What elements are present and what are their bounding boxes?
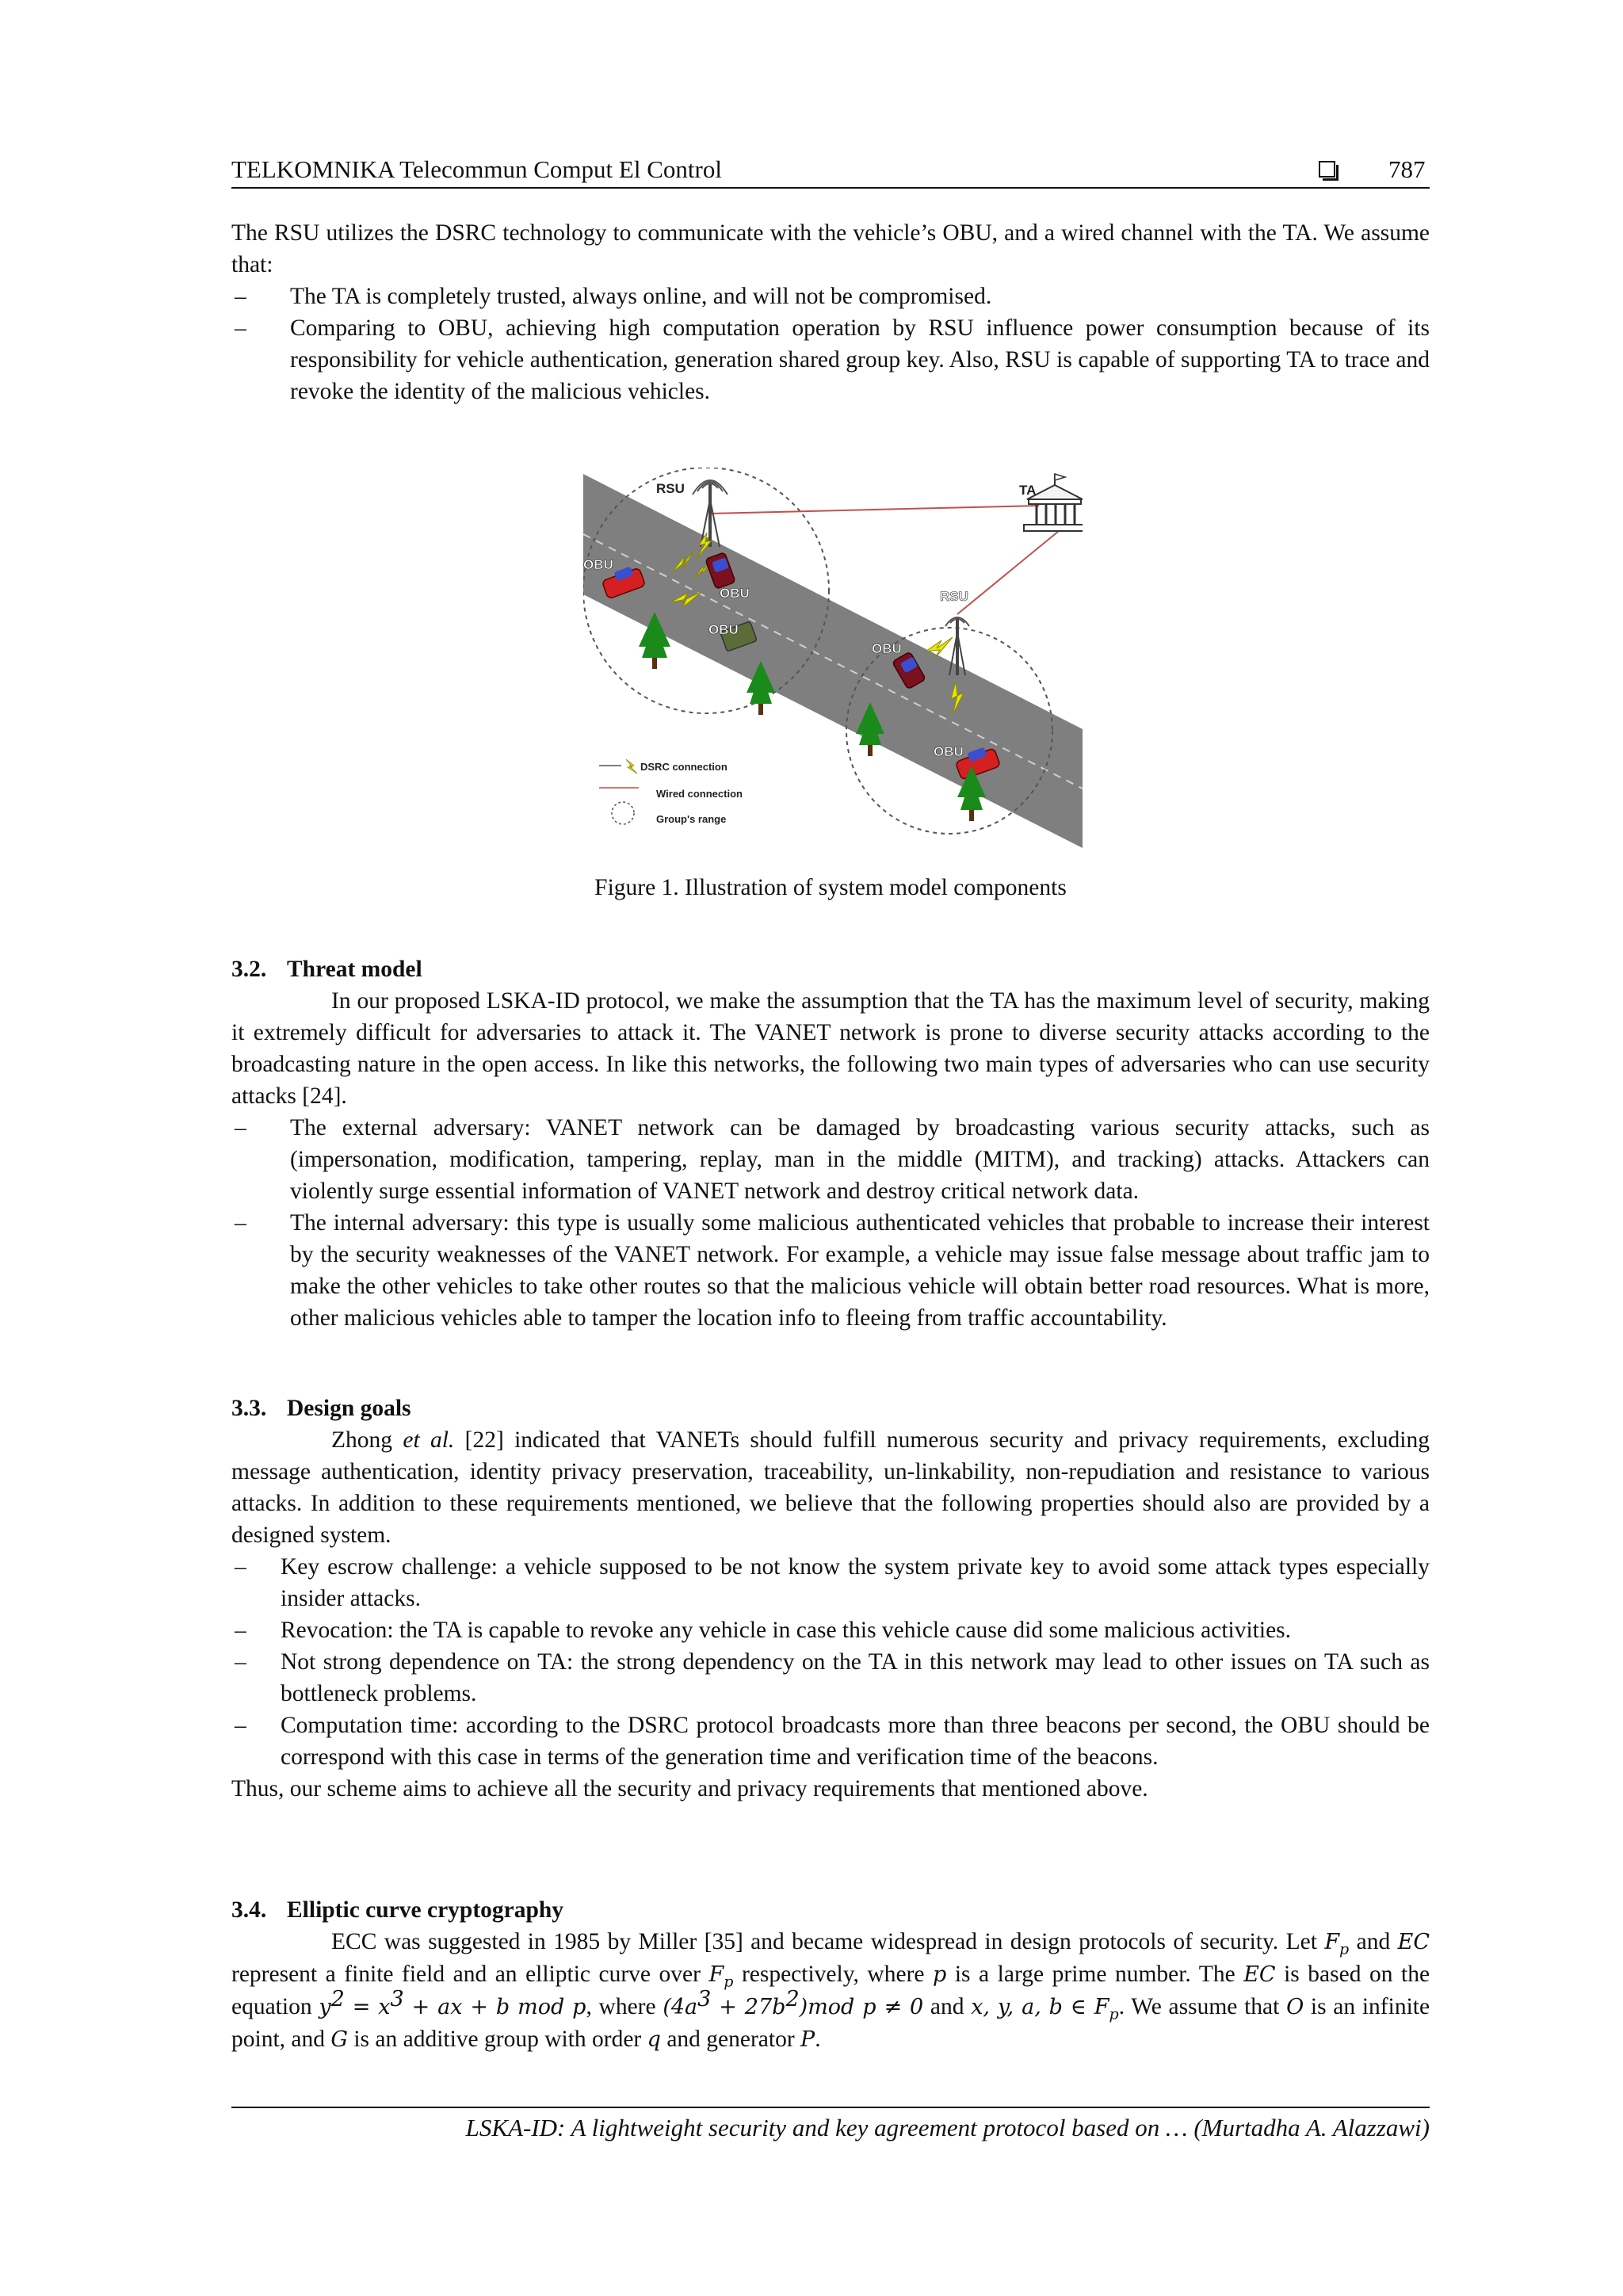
intro-paragraph: The RSU utilizes the DSRC technology to communicate with the vehicle’s OBU, and a wired channel with the TA. We assume that: <box>231 220 1430 277</box>
section-heading <box>231 1894 1430 1926</box>
math-g: G <box>330 2027 348 2052</box>
figure-legend <box>599 759 743 825</box>
list-item-text: Not strong dependence on TA: the strong dependency on the TA in this network may lead to other issues on TA such as bottleneck problems. <box>281 1649 1430 1706</box>
figure-label-obu: OBU <box>583 557 613 572</box>
math-o: O <box>1286 1995 1304 2019</box>
figure-label-obu: OBU <box>872 641 902 656</box>
wired-connection <box>710 506 1039 514</box>
paragraph-text: . We assume that <box>1118 1994 1280 2019</box>
math-ec: EC <box>1397 1930 1430 1954</box>
list-item-text: Computation time: according to the DSRC protocol broadcasts more than three beacons per second, the OBU should be correspond with this case in terms of the generation time and verification time of the beacons. <box>281 1713 1430 1770</box>
header-rule <box>231 187 1430 189</box>
math-fp: $F_p$ <box>708 1962 734 1991</box>
section-heading <box>231 953 1430 985</box>
figure-label-obu: OBU <box>708 622 739 637</box>
paragraph-text: ECC was suggested in 1985 by Miller [35] and became widespread in design protocols of security. <box>331 1929 1279 1954</box>
dash-bullet: – <box>235 1713 246 1738</box>
section-paragraph <box>231 1424 1430 1551</box>
section-design-goals <box>231 1392 1430 1805</box>
dash-bullet: – <box>235 1210 246 1236</box>
list-item-text: The internal adversary: this type is usually some malicious authenticated vehicles that probable to increase their interest by the security weaknesses of the VANET network. For example, a vehicle may issue false message about traffic jam to make the other vehicles to take other routes so that the malicious vehicle will obtain better road resources. What is more, other malicious vehicles able to tamper the location info to fleeing from traffic accountability. <box>290 1210 1430 1331</box>
section-paragraph: In our proposed LSKA-ID protocol, we make the assumption that the TA has the maximum level of security, making it extremely difficult for adversaries to attack it. The VANET network is prone to diverse security attacks according to the broadcasting nature in the open access. In like this networks, the following two main types of adversaries who can use security attacks [24]. <box>231 988 1430 1109</box>
math-fp: $F_p$ <box>1324 1930 1350 1958</box>
section-number: 3.3. <box>231 1396 267 1421</box>
math-membership: x, y, a, b ∈ $F_p$ <box>971 1995 1119 2023</box>
math-q: q <box>647 2027 661 2052</box>
list-item-text: Key escrow challenge: a vehicle supposed to be not know the system private key to avoid some attack types especially insider attacks. <box>281 1554 1430 1611</box>
list-item <box>231 1646 1430 1710</box>
figure-label-ta: TA <box>1019 483 1037 498</box>
list-item <box>231 1112 1430 1207</box>
paragraph-text: and <box>930 1994 964 2019</box>
list-item-text: Comparing to OBU, achieving high computation operation by RSU influence power consumption because of its responsibility for vehicle authentication, generation shared group key. Also, RSU is capable of supporting TA to trace and revoke the identity of the malicious vehicles. <box>290 315 1430 404</box>
paragraph-text: is based on the equation <box>231 1962 1430 2019</box>
figure-label-obu: OBU <box>720 586 750 601</box>
math-p-generator: P <box>800 2027 815 2052</box>
running-footer: LSKA-ID: A lightweight security and key agreement protocol based on … (Murtadha A. Alazzawi) <box>465 2114 1430 2141</box>
dash-bullet: – <box>235 1554 246 1580</box>
list-item <box>231 1551 1430 1614</box>
section-paragraph <box>231 1926 1430 2056</box>
range-legend-icon <box>612 802 634 824</box>
section-title: Design goals <box>287 1396 411 1421</box>
square-bullet-icon <box>1319 161 1335 178</box>
legend-dsrc: DSRC connection <box>640 761 727 773</box>
dsrc-legend-icon <box>626 759 637 774</box>
paragraph-text: . <box>815 2027 821 2052</box>
list-item-text: Revocation: the TA is capable to revoke any vehicle in case this vehicle cause did some malicious activities. <box>281 1618 1292 1643</box>
paragraph-text: is an infinite point, and <box>231 1994 1430 2052</box>
section-heading <box>231 1392 1430 1424</box>
section-title: Elliptic curve cryptography <box>287 1897 564 1923</box>
paragraph-text: is a large prime number. The <box>954 1962 1235 1987</box>
math-p: p <box>933 1962 947 1987</box>
paragraph-text: Let <box>1285 1929 1317 1954</box>
list-item-text: The TA is completely trusted, always online, and will not be compromised. <box>290 284 992 309</box>
list-item <box>231 1207 1430 1334</box>
math-ec: EC <box>1243 1962 1276 1987</box>
paragraph-text: represent a finite field and an elliptic curve over <box>231 1962 701 1987</box>
dash-bullet: – <box>235 284 246 309</box>
wired-connection <box>957 531 1059 614</box>
section-ecc <box>231 1894 1430 2056</box>
list-item <box>231 1710 1430 1773</box>
paragraph-text: is an additive group with order <box>353 2027 642 2052</box>
legend-range: Group's range <box>656 813 727 825</box>
dash-bullet: – <box>235 1618 246 1643</box>
section-number: 3.2. <box>231 957 267 982</box>
list-item <box>231 1614 1430 1646</box>
journal-title: TELKOMNIKA Telecommun Comput El Control <box>231 155 722 183</box>
math-condition: $(4a^3 + 27b^2)mod$ p ≠ 0 <box>663 1987 924 2019</box>
intro-block <box>231 217 1430 407</box>
legend-wired: Wired connection <box>656 788 743 800</box>
et-al: et al. <box>403 1427 455 1453</box>
dash-bullet: – <box>235 1115 246 1140</box>
list-item <box>231 312 1430 407</box>
dash-bullet: – <box>235 315 246 341</box>
figure-label-rsu: RSU <box>656 481 685 496</box>
paragraph-text: , where <box>586 1994 656 2019</box>
paragraph-text: respectively, where <box>741 1962 925 1987</box>
section-threat-model <box>231 953 1430 1334</box>
footer-rule <box>231 2107 1430 2108</box>
figure-label-obu: OBU <box>934 744 964 759</box>
list-item <box>231 281 1430 312</box>
paragraph-text: and generator <box>666 2027 795 2052</box>
paragraph-text: [22] indicated that VANETs should fulfill numerous security and privacy requirements, excluding message authentication, identity privacy preservation, traceability, un-linkability, non-repudiation and resistance to various attacks. In addition to these requirements mentioned, we believe that the following properties should also are provided by a designed system. <box>231 1427 1430 1548</box>
closing-paragraph: Thus, our scheme aims to achieve all the security and privacy requirements that mentioned above. <box>231 1776 1148 1801</box>
system-model-figure <box>583 468 1083 848</box>
figure-caption: Figure 1. Illustration of system model components <box>594 875 1067 900</box>
figure-label-rsu: RSU <box>940 589 968 604</box>
page-number: 787 <box>1388 155 1426 183</box>
list-item-text: The external adversary: VANET network can be damaged by broadcasting various security attacks, such as (impersonation, modification, tampering, replay, man in the middle (MITM), and tracking) attacks. Attackers can violently surge essential information of VANET network and destroy critical network data. <box>290 1115 1430 1204</box>
math-equation: $y^2 = x^3$ + ax + b mod p <box>319 1987 586 2019</box>
section-title: Threat model <box>287 957 422 982</box>
author-name: Zhong <box>331 1427 393 1453</box>
dash-bullet: – <box>235 1649 246 1675</box>
section-number: 3.4. <box>231 1897 267 1923</box>
paragraph-text: and <box>1356 1929 1391 1954</box>
